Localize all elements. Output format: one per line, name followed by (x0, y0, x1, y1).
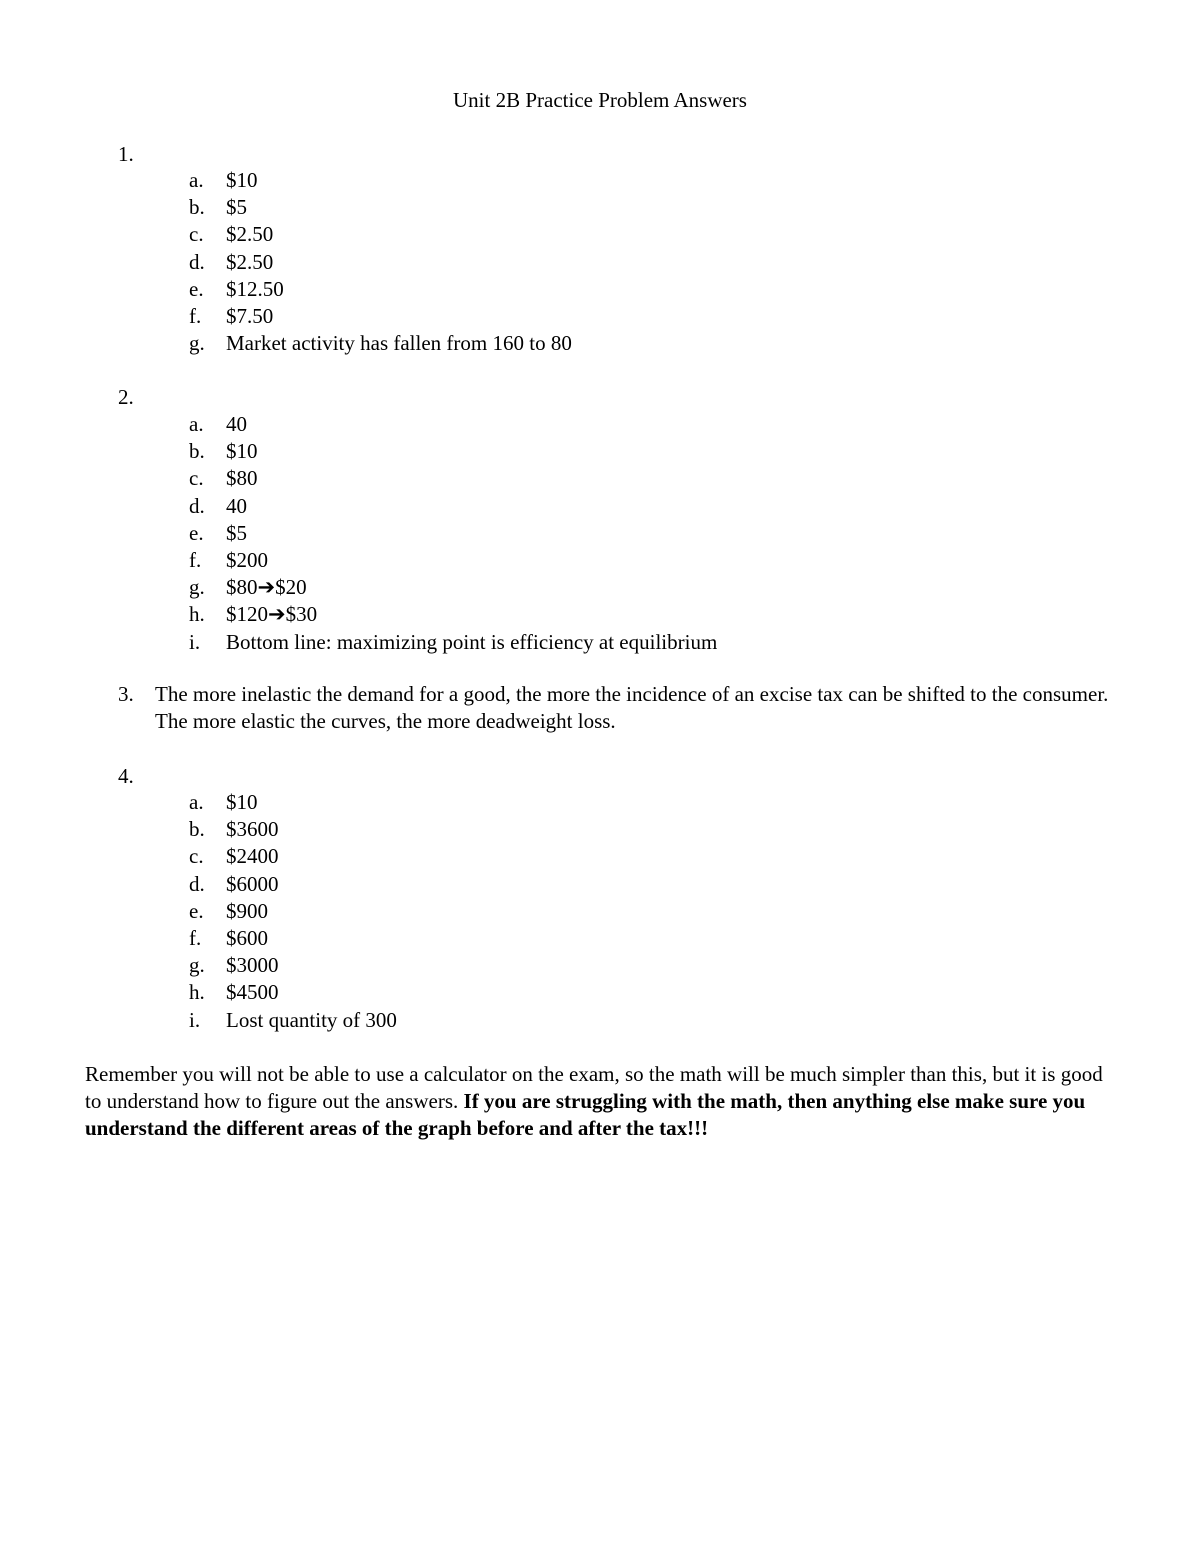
list-item (0, 629, 1200, 656)
list-item (0, 843, 1200, 870)
item-letter: d. (189, 871, 205, 896)
list-item (0, 520, 1200, 547)
item-text: 40 (226, 493, 247, 518)
item-letter: e. (189, 520, 204, 545)
item-text: $2400 (226, 844, 279, 869)
question-2-answers (0, 411, 1200, 656)
item-text: $10 (226, 439, 258, 464)
item-text: $12.50 (226, 276, 284, 301)
list-item (0, 816, 1200, 843)
list-item (0, 438, 1200, 465)
item-letter: f. (189, 303, 202, 328)
item-letter: a. (189, 168, 204, 192)
item-text: $200 (226, 547, 268, 572)
question-1-answers (0, 167, 1200, 357)
item-letter: c. (189, 466, 204, 491)
item-letter: c. (189, 222, 204, 247)
item-text: $600 (226, 925, 268, 950)
closing-paragraph (85, 1061, 1115, 1142)
item-text: Market activity has fallen from 160 to 80 (226, 331, 572, 356)
question-2-number: 2. (118, 385, 134, 409)
item-text: 40 (226, 412, 247, 436)
item-text: $900 (226, 898, 268, 923)
list-item (0, 411, 1200, 438)
page-title: Unit 2B Practice Problem Answers (453, 88, 747, 112)
list-item (0, 547, 1200, 574)
list-item (0, 465, 1200, 492)
item-letter: e. (189, 898, 204, 923)
list-item (0, 276, 1200, 303)
question-4-answers (0, 789, 1200, 1034)
item-letter: a. (189, 412, 204, 436)
list-item (0, 925, 1200, 952)
item-text: $120➔$30 (226, 602, 318, 627)
item-letter: h. (189, 602, 205, 627)
item-letter: h. (189, 980, 205, 1005)
item-letter: e. (189, 276, 204, 301)
list-item (0, 979, 1200, 1006)
list-item (0, 871, 1200, 898)
item-text: $10 (226, 790, 258, 814)
question-4-number: 4. (118, 764, 134, 788)
item-letter: f. (189, 547, 202, 572)
item-letter: b. (189, 817, 205, 842)
item-text: $4500 (226, 980, 279, 1005)
item-text: $5 (226, 195, 247, 220)
item-text: $6000 (226, 871, 279, 896)
list-item (0, 221, 1200, 248)
list-item (0, 167, 1200, 194)
list-item (0, 1007, 1200, 1034)
list-item (0, 493, 1200, 520)
item-text: $2.50 (226, 222, 274, 247)
list-item (0, 952, 1200, 979)
question-3-text: The more inelastic the demand for a good, the more the incidence of an excise tax can be shifted to the consumer. The more elastic the curves, the more deadweight loss. (155, 682, 1109, 733)
list-item (0, 194, 1200, 221)
list-item (0, 303, 1200, 330)
closing-normal-text: Remember you will not be able to use a calculator on the exam, so the math will be much simpler than this, but it is good to understand how to figure out the answers. (85, 1062, 1103, 1113)
item-text: $3600 (226, 817, 279, 842)
list-item (0, 898, 1200, 925)
item-letter: i. (189, 629, 201, 654)
item-text: $80➔$20 (226, 575, 307, 600)
item-letter: d. (189, 249, 205, 274)
item-text: $7.50 (226, 303, 274, 328)
item-text: Lost quantity of 300 (226, 1007, 397, 1032)
item-text: $2.50 (226, 249, 274, 274)
item-letter: b. (189, 439, 205, 464)
item-letter: g. (189, 331, 205, 356)
item-letter: d. (189, 493, 205, 518)
closing-bold-text: If you are struggling with the math, then anything else make sure you understand the different areas of the graph before and after the tax!!! (85, 1089, 1086, 1140)
list-item (0, 601, 1200, 628)
item-text: $80 (226, 466, 258, 491)
item-letter: c. (189, 844, 204, 869)
item-letter: g. (189, 953, 205, 978)
list-item (0, 330, 1200, 357)
item-letter: i. (189, 1007, 201, 1032)
item-text: $3000 (226, 953, 279, 978)
list-item (0, 249, 1200, 276)
question-1-number: 1. (118, 142, 134, 166)
item-letter: g. (189, 575, 205, 600)
item-text: Bottom line: maximizing point is efficiency at equilibrium (226, 629, 718, 654)
list-item (0, 789, 1200, 816)
list-item (0, 574, 1200, 601)
item-letter: a. (189, 790, 204, 814)
item-letter: b. (189, 195, 205, 220)
question-3-number: 3. (118, 682, 134, 706)
item-letter: f. (189, 925, 202, 950)
item-text: $10 (226, 168, 258, 192)
item-text: $5 (226, 520, 247, 545)
